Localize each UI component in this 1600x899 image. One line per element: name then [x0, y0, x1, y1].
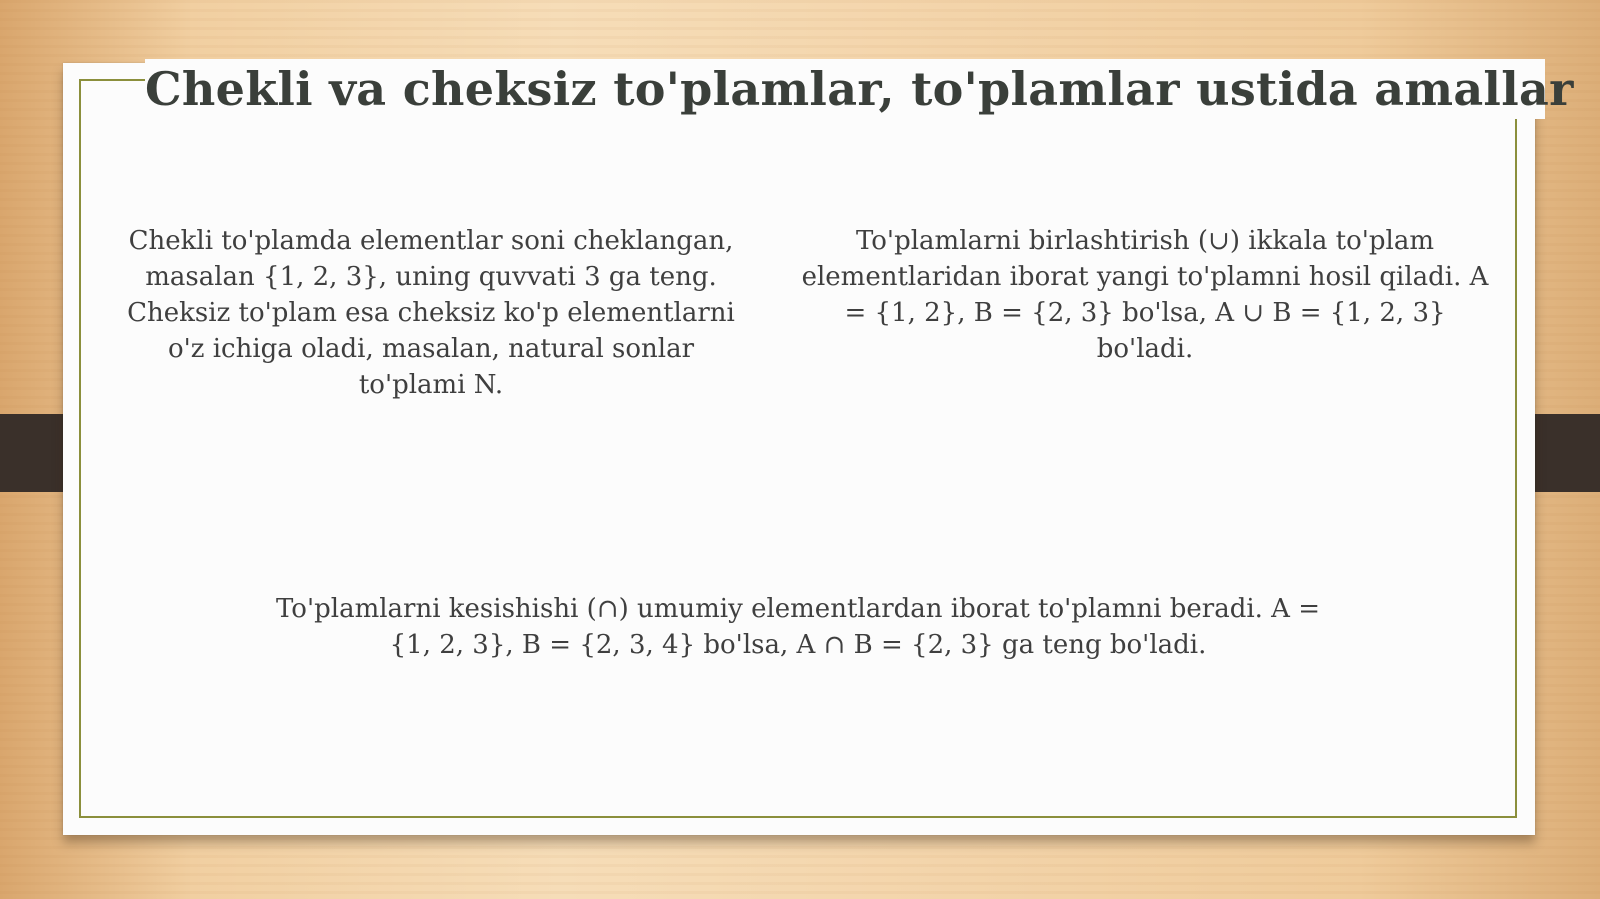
slide-title: Chekli va cheksiz to'plamlar, to'plamlar ustida amallar	[145, 59, 1545, 119]
slide-frame-border	[79, 79, 1517, 818]
set-intersection-text: To'plamlarni kesishishi (∩) umumiy elementlardan iborat to'plamni beradi. A = {1, 2, 3}, B = {2, 3, 4} bo'lsa, A ∩ B = {2, 3} ga teng bo'ladi.	[275, 594, 1321, 660]
set-union-text: To'plamlarni birlashtirish (∪) ikkala to'plam elementlaridan iborat yangi to'plamni hosil qiladi. A = {1, 2}, B = {2, 3} bo'lsa, A ∪ B = {1, 2, 3} bo'ladi.	[801, 226, 1489, 364]
slide-card	[63, 62, 1574, 835]
finite-infinite-sets-text: Chekli to'plamda elementlar soni cheklangan, masalan {1, 2, 3}, uning quvvati 3 ga teng. Cheksiz to'plam esa cheksiz ko'p elementlarni o'z ichiga oladi, masalan, natural sonlar to'plami N.	[127, 226, 735, 400]
